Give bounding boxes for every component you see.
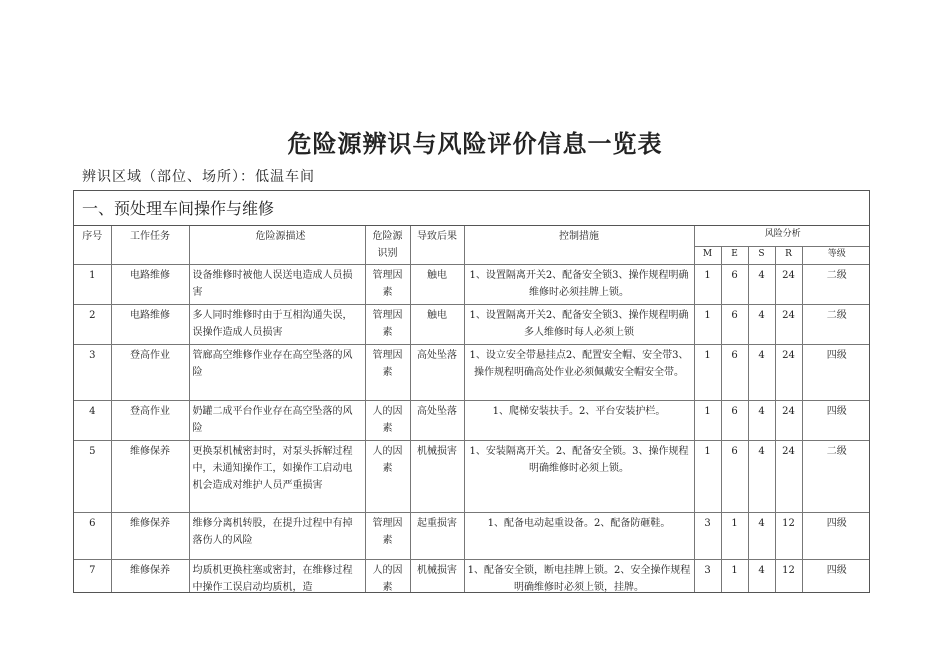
cell-task: 维修保养 <box>111 513 189 560</box>
header-risk-analysis: 风险分析 <box>694 226 870 247</box>
cell-no: 7 <box>74 560 111 594</box>
cell-r: 24 <box>775 265 802 305</box>
cell-s: 4 <box>748 401 775 441</box>
cell-level: 四级 <box>802 401 870 441</box>
cell-r: 12 <box>775 513 802 560</box>
cell-task: 登高作业 <box>111 345 189 401</box>
cell-hazard: 多人同时维修时由于互相沟通失误，误操作造成人员损害 <box>189 305 365 345</box>
cell-e: 6 <box>721 441 748 513</box>
cell-task: 维修保养 <box>111 441 189 513</box>
cell-control: 1、爬梯安装扶手。2、平台安装护栏。 <box>464 401 694 441</box>
cell-hazard: 设备维修时被他人误送电造成人员损害 <box>189 265 365 305</box>
cell-control: 1、安装隔离开关。2、配备安全锁。3、操作规程明确维修时必须上锁。 <box>464 441 694 513</box>
section-title: 一、预处理车间操作与维修 <box>74 191 869 226</box>
cell-category: 人的因素 <box>365 441 410 513</box>
table-row <box>74 401 870 441</box>
cell-control: 1、设立安全带悬挂点2、配置安全帽、安全带3、操作规程明确高处作业必须佩戴安全帽安全带。 <box>464 345 694 401</box>
cell-level: 二级 <box>802 441 870 513</box>
cell-category: 人的因素 <box>365 401 410 441</box>
table-row <box>74 345 870 401</box>
cell-hazard: 维修分离机转股，在提升过程中有掉落伤人的风险 <box>189 513 365 560</box>
cell-r: 24 <box>775 401 802 441</box>
cell-category: 管理因素 <box>365 513 410 560</box>
table-row <box>74 305 870 345</box>
cell-s: 4 <box>748 441 775 513</box>
header-e: E <box>721 247 748 265</box>
cell-m: 1 <box>694 401 721 441</box>
cell-consequence: 触电 <box>410 265 464 305</box>
header-consequence: 导致后果 <box>410 226 464 265</box>
cell-task: 电路维修 <box>111 305 189 345</box>
cell-task: 电路维修 <box>111 265 189 305</box>
cell-no: 5 <box>74 441 111 513</box>
cell-consequence: 机械损害 <box>410 560 464 594</box>
cell-m: 1 <box>694 305 721 345</box>
header-control: 控制措施 <box>464 226 694 265</box>
cell-r: 12 <box>775 560 802 594</box>
cell-consequence: 机械损害 <box>410 441 464 513</box>
cell-s: 4 <box>748 513 775 560</box>
cell-level: 二级 <box>802 305 870 345</box>
cell-m: 3 <box>694 513 721 560</box>
header-no: 序号 <box>74 226 111 265</box>
cell-e: 1 <box>721 560 748 594</box>
cell-e: 6 <box>721 305 748 345</box>
cell-e: 6 <box>721 401 748 441</box>
cell-m: 1 <box>694 265 721 305</box>
table-row <box>74 265 870 305</box>
cell-no: 3 <box>74 345 111 401</box>
header-row <box>74 226 870 247</box>
cell-level: 四级 <box>802 345 870 401</box>
cell-r: 24 <box>775 345 802 401</box>
table-row <box>74 441 870 513</box>
header-category: 危险源识别 <box>365 226 410 265</box>
cell-r: 24 <box>775 441 802 513</box>
cell-task: 登高作业 <box>111 401 189 441</box>
cell-hazard: 均质机更换柱塞或密封，在维修过程中操作工误启动均质机，造 <box>189 560 365 594</box>
cell-control: 1、配备电动起重设备。2、配备防砸鞋。 <box>464 513 694 560</box>
cell-s: 4 <box>748 265 775 305</box>
table-row <box>74 513 870 560</box>
cell-no: 4 <box>74 401 111 441</box>
cell-control: 1、设置隔离开关2、配备安全锁3、操作规程明确多人维修时每人必须上锁 <box>464 305 694 345</box>
header-task: 工作任务 <box>111 226 189 265</box>
header-s: S <box>748 247 775 265</box>
header-hazard: 危险源描述 <box>189 226 365 265</box>
cell-m: 1 <box>694 441 721 513</box>
cell-level: 四级 <box>802 560 870 594</box>
cell-category: 管理因素 <box>365 305 410 345</box>
header-level: 等级 <box>802 247 870 265</box>
cell-e: 6 <box>721 265 748 305</box>
cell-m: 1 <box>694 345 721 401</box>
cell-task: 维修保养 <box>111 560 189 594</box>
cell-hazard: 奶罐二成平台作业存在高空坠落的风险 <box>189 401 365 441</box>
header-r: R <box>775 247 802 265</box>
risk-table <box>74 226 870 593</box>
cell-no: 2 <box>74 305 111 345</box>
cell-s: 4 <box>748 345 775 401</box>
identification-area: 辨识区域（部位、场所）：低温车间 <box>82 169 315 185</box>
cell-m: 3 <box>694 560 721 594</box>
cell-no: 6 <box>74 513 111 560</box>
cell-consequence: 高处坠落 <box>410 345 464 401</box>
cell-s: 4 <box>748 560 775 594</box>
risk-table-frame <box>73 190 870 593</box>
cell-hazard: 管廊高空维修作业存在高空坠落的风险 <box>189 345 365 401</box>
cell-control: 1、设置隔离开关2、配备安全锁3、操作规程明确维修时必须挂牌上锁。 <box>464 265 694 305</box>
cell-no: 1 <box>74 265 111 305</box>
cell-e: 6 <box>721 345 748 401</box>
cell-consequence: 高处坠落 <box>410 401 464 441</box>
cell-hazard: 更换泵机械密封时，对泵头拆解过程中，未通知操作工，如操作工启动电机会造成对维护人员严重损害 <box>189 441 365 513</box>
cell-category: 管理因素 <box>365 265 410 305</box>
cell-consequence: 触电 <box>410 305 464 345</box>
cell-s: 4 <box>748 305 775 345</box>
cell-r: 24 <box>775 305 802 345</box>
cell-level: 四级 <box>802 513 870 560</box>
cell-category: 管理因素 <box>365 345 410 401</box>
table-row <box>74 560 870 594</box>
cell-level: 二级 <box>802 265 870 305</box>
cell-consequence: 起重损害 <box>410 513 464 560</box>
document-title: 危险源辨识与风险评价信息一览表 <box>287 130 663 158</box>
header-m: M <box>694 247 721 265</box>
cell-control: 1、配备安全锁，断电挂牌上锁。2、安全操作规程明确维修时必须上锁，挂牌。 <box>464 560 694 594</box>
cell-category: 人的因素 <box>365 560 410 594</box>
cell-e: 1 <box>721 513 748 560</box>
